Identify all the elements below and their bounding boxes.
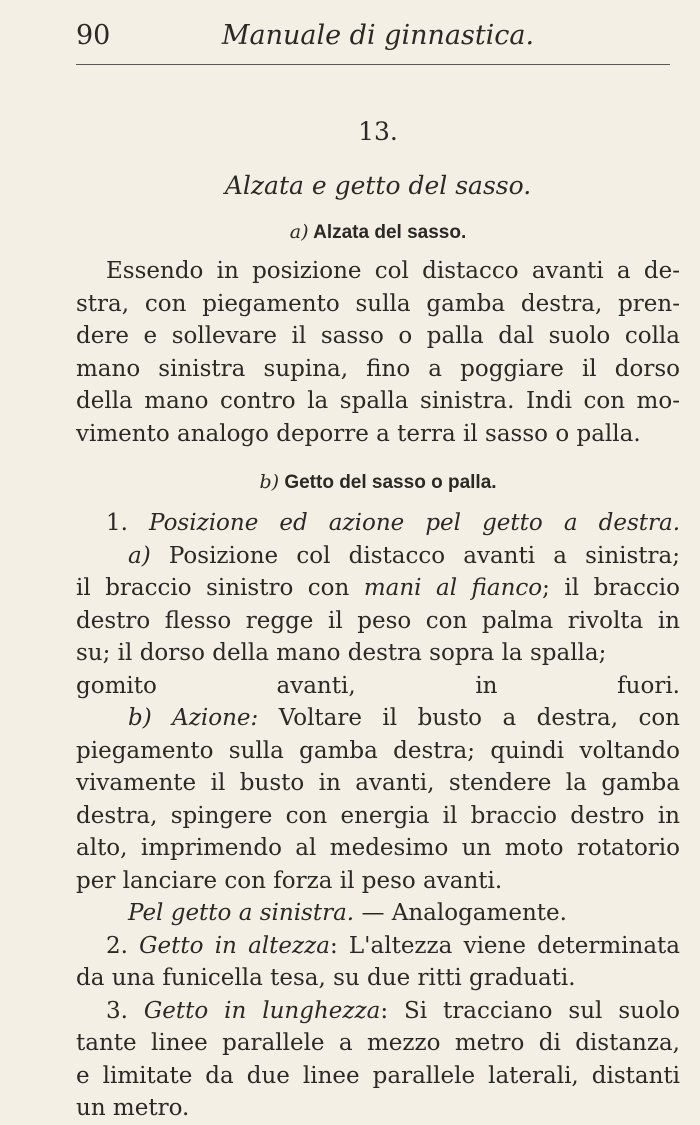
text-line: mano sinistra supina, fino a poggiare il dorso	[76, 355, 680, 382]
item-3-title: Getto in lunghezza	[143, 997, 381, 1024]
subheading-a	[76, 217, 680, 248]
sub-b-text: Voltare il busto a destra, con	[278, 705, 680, 731]
text-line: vivamente il busto in avanti, stendere la gamba	[76, 770, 680, 796]
text-line: tante linee parallele a mezzo metro di distanza,	[76, 1030, 680, 1056]
text-line: su; il dorso della mano destra sopra la spalla;	[76, 640, 607, 666]
text-line: piegamento sulla gamba destra; quindi voltando	[76, 737, 680, 764]
item-1-heading	[76, 507, 680, 540]
item-1-number: 1.	[106, 510, 128, 536]
text-line	[76, 572, 680, 605]
text-line: Essendo in posizione col distacco avanti a de-	[106, 258, 680, 284]
azione-label: Azione:	[172, 705, 259, 731]
left-throw-label: Pel getto a sinistra.	[128, 900, 355, 926]
section-title: Alzata e getto del sasso.	[224, 171, 532, 200]
item-3-text: : Si tracciano sul suolo	[380, 997, 681, 1024]
subheading-b-letter: b)	[259, 471, 280, 493]
section-getto-body	[76, 507, 680, 1125]
text-line: gomito avanti, in fuori.	[76, 672, 680, 699]
item-2-text: : L'altezza viene determinata	[329, 932, 681, 959]
item-3-number: 3.	[106, 997, 128, 1024]
left-throw-text: — Analogamente.	[361, 900, 567, 926]
text-line: destro flesso regge il peso con palma rivolta in	[76, 607, 680, 634]
text-line: destra, spingere con energia il braccio destro in	[76, 802, 680, 829]
text-line: vimento analogo deporre a terra il sasso o palla.	[76, 420, 641, 447]
header-rule	[76, 64, 670, 65]
text-line: e limitate da due linee parallele laterali, distanti	[76, 1062, 680, 1089]
text-line: dere e sollevare il sasso o palla dal suolo colla	[76, 323, 680, 349]
item-2-number: 2.	[106, 932, 128, 959]
page-header	[76, 14, 680, 58]
page-number: 90	[76, 20, 111, 51]
text-line: della mano contro la spalla sinistra. Indi con mo-	[76, 388, 680, 414]
text-line	[76, 540, 680, 573]
text-line: per lanciare con forza il peso avanti.	[76, 867, 503, 894]
text-line: alto, imprimendo al medesimo un moto rotatorio	[76, 835, 680, 861]
line-fragment: ; il braccio	[542, 575, 680, 601]
subheading-b-text: Getto del sasso o palla.	[284, 472, 497, 493]
paragraph-alzata	[76, 255, 680, 450]
subheading-a-letter: a)	[289, 221, 309, 243]
item-2-heading	[76, 930, 680, 963]
emphasis-phrase: mani al fianco	[363, 575, 543, 601]
text-line: stra, con piegamento sulla gamba destra, pren-	[76, 290, 680, 317]
running-title: Manuale di ginnastica.	[221, 20, 535, 51]
item-2-title: Getto in altezza	[139, 932, 330, 959]
subheading-b	[76, 467, 680, 498]
section-number: 13.	[358, 117, 398, 146]
text-line: un metro.	[76, 1095, 190, 1121]
text-line	[76, 702, 680, 735]
text-line	[76, 897, 680, 930]
sub-a-letter: a)	[128, 542, 151, 569]
item-3-heading	[76, 995, 680, 1028]
item-1-title: Posizione ed azione pel getto a destra.	[149, 510, 681, 536]
sub-a-text: Posizione col distacco avanti a sinistra;	[168, 542, 680, 569]
sub-b-letter: b)	[128, 705, 152, 731]
text-line: da una funicella tesa, su due ritti graduati.	[76, 965, 576, 991]
line-fragment: il braccio sinistro con	[76, 575, 350, 601]
subheading-a-text: Alzata del sasso.	[313, 222, 467, 243]
